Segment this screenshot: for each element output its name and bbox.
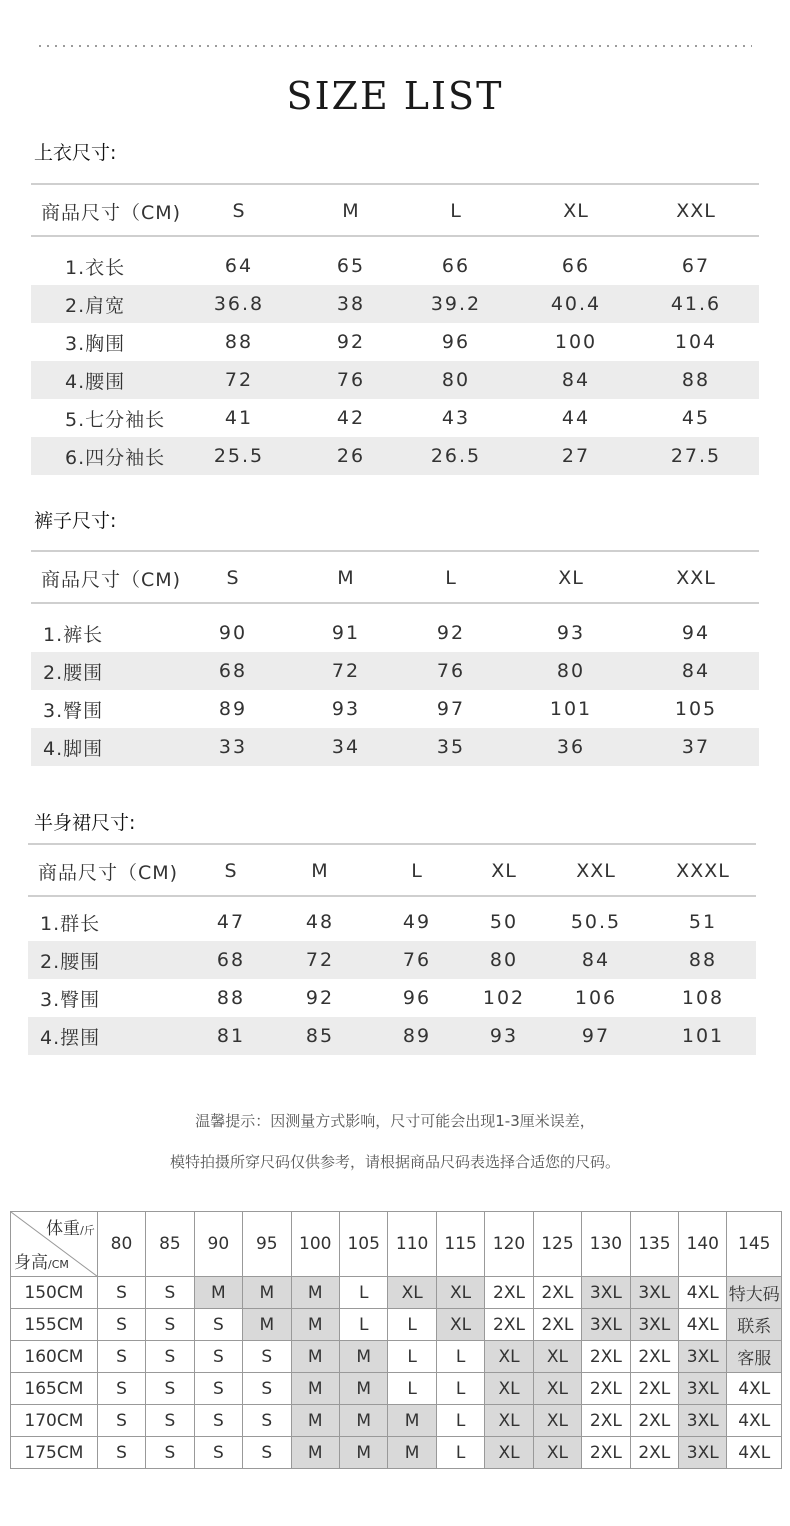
- height-label: 160CM: [11, 1341, 98, 1373]
- size-cell: M: [291, 1373, 339, 1405]
- weight-header: 95: [243, 1212, 291, 1277]
- measure-value: 84: [581, 949, 611, 971]
- measure-value: 40.4: [550, 293, 602, 315]
- size-cell: 3XL: [630, 1277, 678, 1309]
- size-cell: S: [97, 1405, 145, 1437]
- size-cell: L: [339, 1277, 387, 1309]
- measure-value: 105: [674, 698, 718, 720]
- measure-value: 33: [218, 736, 248, 758]
- size-cell: XL: [485, 1437, 533, 1469]
- measure-value: 66: [561, 255, 591, 277]
- measure-value: 93: [489, 1025, 519, 1047]
- weight-header: 90: [194, 1212, 242, 1277]
- size-cell: M: [291, 1309, 339, 1341]
- size-cell: M: [388, 1437, 436, 1469]
- table-row: [28, 1017, 756, 1055]
- size-cell: M: [291, 1437, 339, 1469]
- size-cell: 3XL: [630, 1309, 678, 1341]
- header-size: L: [445, 567, 457, 589]
- table-row: [31, 361, 759, 399]
- measure-value: 96: [402, 987, 432, 1009]
- size-cell: S: [194, 1373, 242, 1405]
- measure-value: 97: [581, 1025, 611, 1047]
- header-size: XXL: [676, 567, 716, 589]
- measure-label: 6.四分袖长: [65, 446, 166, 469]
- measure-label: 4.摆围: [40, 1026, 101, 1049]
- measure-label: 1.裤长: [43, 623, 104, 646]
- size-cell: S: [194, 1341, 242, 1373]
- table-rule-top: [31, 550, 759, 552]
- size-cell: XL: [436, 1309, 484, 1341]
- size-cell: 2XL: [582, 1405, 630, 1437]
- table-row: [31, 437, 759, 475]
- measure-value: 93: [331, 698, 361, 720]
- top-section-title: 上衣尺寸:: [34, 142, 117, 164]
- measure-value: 76: [336, 369, 366, 391]
- size-cell: 3XL: [679, 1405, 727, 1437]
- size-cell: M: [339, 1405, 387, 1437]
- size-cell: 3XL: [582, 1277, 630, 1309]
- size-cell: M: [291, 1277, 339, 1309]
- measure-value: 84: [681, 660, 711, 682]
- corner-height-label: 身高/CM: [14, 1253, 69, 1273]
- size-cell: 2XL: [630, 1437, 678, 1469]
- measure-label: 5.七分袖长: [65, 408, 166, 431]
- weight-header: 85: [146, 1212, 194, 1277]
- size-cell: S: [194, 1405, 242, 1437]
- weight-header: 120: [485, 1212, 533, 1277]
- skirt-section-title: 半身裙尺寸:: [34, 812, 136, 834]
- header-label: 商品尺寸（CM): [41, 201, 182, 224]
- table-rule-top: [28, 843, 756, 845]
- header-size: S: [226, 567, 240, 589]
- size-cell: S: [146, 1309, 194, 1341]
- size-cell: L: [436, 1373, 484, 1405]
- size-cell: XL: [533, 1341, 581, 1373]
- measure-value: 104: [674, 331, 718, 353]
- table-rule-header: [28, 895, 756, 897]
- size-cell: 2XL: [582, 1341, 630, 1373]
- table-header-row: [28, 849, 756, 893]
- measure-value: 85: [305, 1025, 335, 1047]
- size-cell: 4XL: [727, 1405, 782, 1437]
- size-cell: 特大码: [727, 1277, 782, 1309]
- size-cell: S: [97, 1373, 145, 1405]
- weight-header-row: [11, 1212, 782, 1277]
- measure-value: 44: [561, 407, 591, 429]
- size-cell: 2XL: [485, 1309, 533, 1341]
- size-cell: XL: [485, 1373, 533, 1405]
- measure-value: 51: [688, 911, 718, 933]
- measure-value: 102: [482, 987, 526, 1009]
- measure-value: 88: [224, 331, 254, 353]
- measure-label: 2.腰围: [43, 661, 104, 684]
- table-row: [11, 1309, 782, 1341]
- measure-value: 101: [681, 1025, 725, 1047]
- measure-value: 72: [331, 660, 361, 682]
- header-label: 商品尺寸（CM): [41, 568, 182, 591]
- measure-value: 68: [218, 660, 248, 682]
- size-cell: 3XL: [679, 1373, 727, 1405]
- pants-section-title: 裤子尺寸:: [34, 510, 117, 532]
- table-header-row: [31, 189, 759, 233]
- measure-value: 50: [489, 911, 519, 933]
- table-row: [31, 323, 759, 361]
- measure-label: 3.胸围: [65, 332, 126, 355]
- measure-value: 36.8: [213, 293, 265, 315]
- skirt-size-table: [28, 843, 756, 1057]
- size-cell: 2XL: [485, 1277, 533, 1309]
- measure-value: 81: [216, 1025, 246, 1047]
- weight-header: 115: [436, 1212, 484, 1277]
- size-cell: XL: [533, 1405, 581, 1437]
- header-size: L: [450, 200, 462, 222]
- weight-header: 135: [630, 1212, 678, 1277]
- measure-label: 3.臀围: [43, 699, 104, 722]
- size-cell: M: [339, 1341, 387, 1373]
- measure-value: 80: [441, 369, 471, 391]
- table-row: [31, 285, 759, 323]
- table-rule-header: [31, 235, 759, 237]
- pants-size-table: [31, 550, 759, 768]
- table-header-row: [31, 556, 759, 600]
- measure-value: 76: [402, 949, 432, 971]
- measure-value: 84: [561, 369, 591, 391]
- size-cell: 2XL: [630, 1405, 678, 1437]
- measure-value: 39.2: [430, 293, 482, 315]
- size-cell: S: [97, 1341, 145, 1373]
- measure-value: 66: [441, 255, 471, 277]
- header-size: S: [224, 860, 238, 882]
- measure-value: 89: [402, 1025, 432, 1047]
- table-row: [11, 1277, 782, 1309]
- size-cell: S: [97, 1309, 145, 1341]
- measure-value: 72: [224, 369, 254, 391]
- measure-value: 38: [336, 293, 366, 315]
- table-row: [11, 1373, 782, 1405]
- size-cell: S: [243, 1373, 291, 1405]
- size-cell: L: [388, 1341, 436, 1373]
- measure-value: 41.6: [670, 293, 722, 315]
- header-size: XL: [563, 200, 589, 222]
- measure-value: 27.5: [670, 445, 722, 467]
- measure-value: 26: [336, 445, 366, 467]
- measure-label: 2.腰围: [40, 950, 101, 973]
- table-rule-header: [31, 602, 759, 604]
- size-cell: XL: [485, 1405, 533, 1437]
- size-cell: 4XL: [727, 1437, 782, 1469]
- size-cell: 3XL: [679, 1437, 727, 1469]
- measure-value: 27: [561, 445, 591, 467]
- table-row: [31, 399, 759, 437]
- measure-value: 72: [305, 949, 335, 971]
- size-cell: S: [146, 1341, 194, 1373]
- header-size: XXXL: [676, 860, 730, 882]
- header-size: XL: [491, 860, 517, 882]
- measure-value: 92: [436, 622, 466, 644]
- size-cell: XL: [485, 1341, 533, 1373]
- header-size: XL: [558, 567, 584, 589]
- size-cell: 联系: [727, 1309, 782, 1341]
- measure-value: 92: [305, 987, 335, 1009]
- size-cell: M: [339, 1437, 387, 1469]
- size-cell: S: [97, 1437, 145, 1469]
- size-cell: L: [436, 1341, 484, 1373]
- size-cell: 4XL: [679, 1309, 727, 1341]
- measure-label: 2.肩宽: [65, 294, 126, 317]
- measure-value: 43: [441, 407, 471, 429]
- height-weight-size-chart: [10, 1211, 782, 1472]
- header-size: S: [232, 200, 246, 222]
- size-cell: S: [146, 1277, 194, 1309]
- measure-value: 94: [681, 622, 711, 644]
- weight-header: 105: [339, 1212, 387, 1277]
- size-cell: L: [436, 1437, 484, 1469]
- measure-value: 91: [331, 622, 361, 644]
- measure-label: 3.臀围: [40, 988, 101, 1011]
- measure-value: 34: [331, 736, 361, 758]
- measure-value: 80: [556, 660, 586, 682]
- table-rule-top: [31, 183, 759, 185]
- size-cell: M: [291, 1341, 339, 1373]
- size-cell: 4XL: [727, 1373, 782, 1405]
- table-row: [28, 941, 756, 979]
- size-cell: M: [388, 1405, 436, 1437]
- table-row: [11, 1405, 782, 1437]
- measure-value: 50.5: [570, 911, 622, 933]
- size-cell: L: [339, 1309, 387, 1341]
- measure-value: 25.5: [213, 445, 265, 467]
- notice-line-1: 温馨提示：因测量方式影响，尺寸可能会出现1-3厘米误差，: [195, 1112, 595, 1130]
- measure-value: 49: [402, 911, 432, 933]
- table-row: [11, 1341, 782, 1373]
- size-cell: 2XL: [582, 1373, 630, 1405]
- measure-value: 42: [336, 407, 366, 429]
- header-label: 商品尺寸（CM): [38, 861, 179, 884]
- size-cell: 3XL: [582, 1309, 630, 1341]
- size-cell: M: [194, 1277, 242, 1309]
- measure-value: 97: [436, 698, 466, 720]
- size-cell: M: [243, 1277, 291, 1309]
- size-cell: 2XL: [582, 1437, 630, 1469]
- size-cell: S: [243, 1405, 291, 1437]
- measure-value: 88: [688, 949, 718, 971]
- size-cell: S: [146, 1373, 194, 1405]
- measure-value: 90: [218, 622, 248, 644]
- measure-value: 65: [336, 255, 366, 277]
- measure-value: 88: [216, 987, 246, 1009]
- size-cell: M: [339, 1373, 387, 1405]
- measure-value: 41: [224, 407, 254, 429]
- size-cell: L: [436, 1405, 484, 1437]
- weight-header: 140: [679, 1212, 727, 1277]
- size-cell: 2XL: [630, 1373, 678, 1405]
- size-cell: S: [243, 1341, 291, 1373]
- table-row: [31, 652, 759, 690]
- corner-weight-label: 体重/斤: [46, 1219, 95, 1239]
- header-size: M: [342, 200, 360, 222]
- page-title: SIZE LIST: [286, 74, 504, 118]
- height-label: 170CM: [11, 1405, 98, 1437]
- measure-value: 47: [216, 911, 246, 933]
- size-cell: S: [146, 1405, 194, 1437]
- table-row: [31, 247, 759, 285]
- table-row: [31, 728, 759, 766]
- height-label: 155CM: [11, 1309, 98, 1341]
- measure-value: 35: [436, 736, 466, 758]
- size-cell: S: [146, 1437, 194, 1469]
- top-size-table: [31, 183, 759, 477]
- table-row: [28, 903, 756, 941]
- size-cell: S: [194, 1437, 242, 1469]
- size-cell: M: [291, 1405, 339, 1437]
- table-row: [31, 614, 759, 652]
- table-row: [11, 1437, 782, 1469]
- measure-value: 88: [681, 369, 711, 391]
- size-cell: S: [243, 1437, 291, 1469]
- weight-header: 110: [388, 1212, 436, 1277]
- size-cell: 客服: [727, 1341, 782, 1373]
- dotted-divider: [36, 45, 752, 47]
- size-cell: 3XL: [679, 1341, 727, 1373]
- size-cell: 4XL: [679, 1277, 727, 1309]
- weight-header: 125: [533, 1212, 581, 1277]
- measure-label: 4.腰围: [65, 370, 126, 393]
- size-cell: S: [194, 1309, 242, 1341]
- measure-value: 67: [681, 255, 711, 277]
- weight-header: 100: [291, 1212, 339, 1277]
- measure-value: 93: [556, 622, 586, 644]
- measure-value: 48: [305, 911, 335, 933]
- measure-value: 92: [336, 331, 366, 353]
- notice-line-2: 模特拍摄所穿尺码仅供参考，请根据商品尺码表选择合适您的尺码。: [169, 1153, 620, 1171]
- table-row: [31, 690, 759, 728]
- measure-value: 101: [549, 698, 593, 720]
- measure-value: 89: [218, 698, 248, 720]
- measure-value: 106: [574, 987, 618, 1009]
- size-cell: XL: [436, 1277, 484, 1309]
- size-cell: XL: [533, 1437, 581, 1469]
- measure-value: 64: [224, 255, 254, 277]
- height-label: 175CM: [11, 1437, 98, 1469]
- size-cell: S: [97, 1277, 145, 1309]
- measure-value: 96: [441, 331, 471, 353]
- height-label: 150CM: [11, 1277, 98, 1309]
- size-cell: L: [388, 1373, 436, 1405]
- measure-value: 37: [681, 736, 711, 758]
- measure-value: 100: [554, 331, 598, 353]
- header-size: M: [337, 567, 355, 589]
- measure-value: 108: [681, 987, 725, 1009]
- header-size: XXL: [576, 860, 616, 882]
- size-cell: XL: [533, 1373, 581, 1405]
- header-size: XXL: [676, 200, 716, 222]
- weight-header: 80: [97, 1212, 145, 1277]
- measure-value: 68: [216, 949, 246, 971]
- table-row: [28, 979, 756, 1017]
- measure-label: 4.脚围: [43, 737, 104, 760]
- measure-label: 1.群长: [40, 912, 101, 935]
- weight-header: 130: [582, 1212, 630, 1277]
- measure-value: 45: [681, 407, 711, 429]
- header-size: L: [411, 860, 423, 882]
- weight-header: 145: [727, 1212, 782, 1277]
- measure-value: 36: [556, 736, 586, 758]
- measure-value: 80: [489, 949, 519, 971]
- size-cell: XL: [388, 1277, 436, 1309]
- header-size: M: [311, 860, 329, 882]
- measure-label: 1.衣长: [65, 256, 126, 279]
- measure-value: 26.5: [430, 445, 482, 467]
- size-cell: 2XL: [533, 1277, 581, 1309]
- size-cell: L: [388, 1309, 436, 1341]
- size-cell: 2XL: [533, 1309, 581, 1341]
- size-cell: 2XL: [630, 1341, 678, 1373]
- height-label: 165CM: [11, 1373, 98, 1405]
- measure-value: 76: [436, 660, 466, 682]
- size-cell: M: [243, 1309, 291, 1341]
- corner-cell: [11, 1212, 98, 1277]
